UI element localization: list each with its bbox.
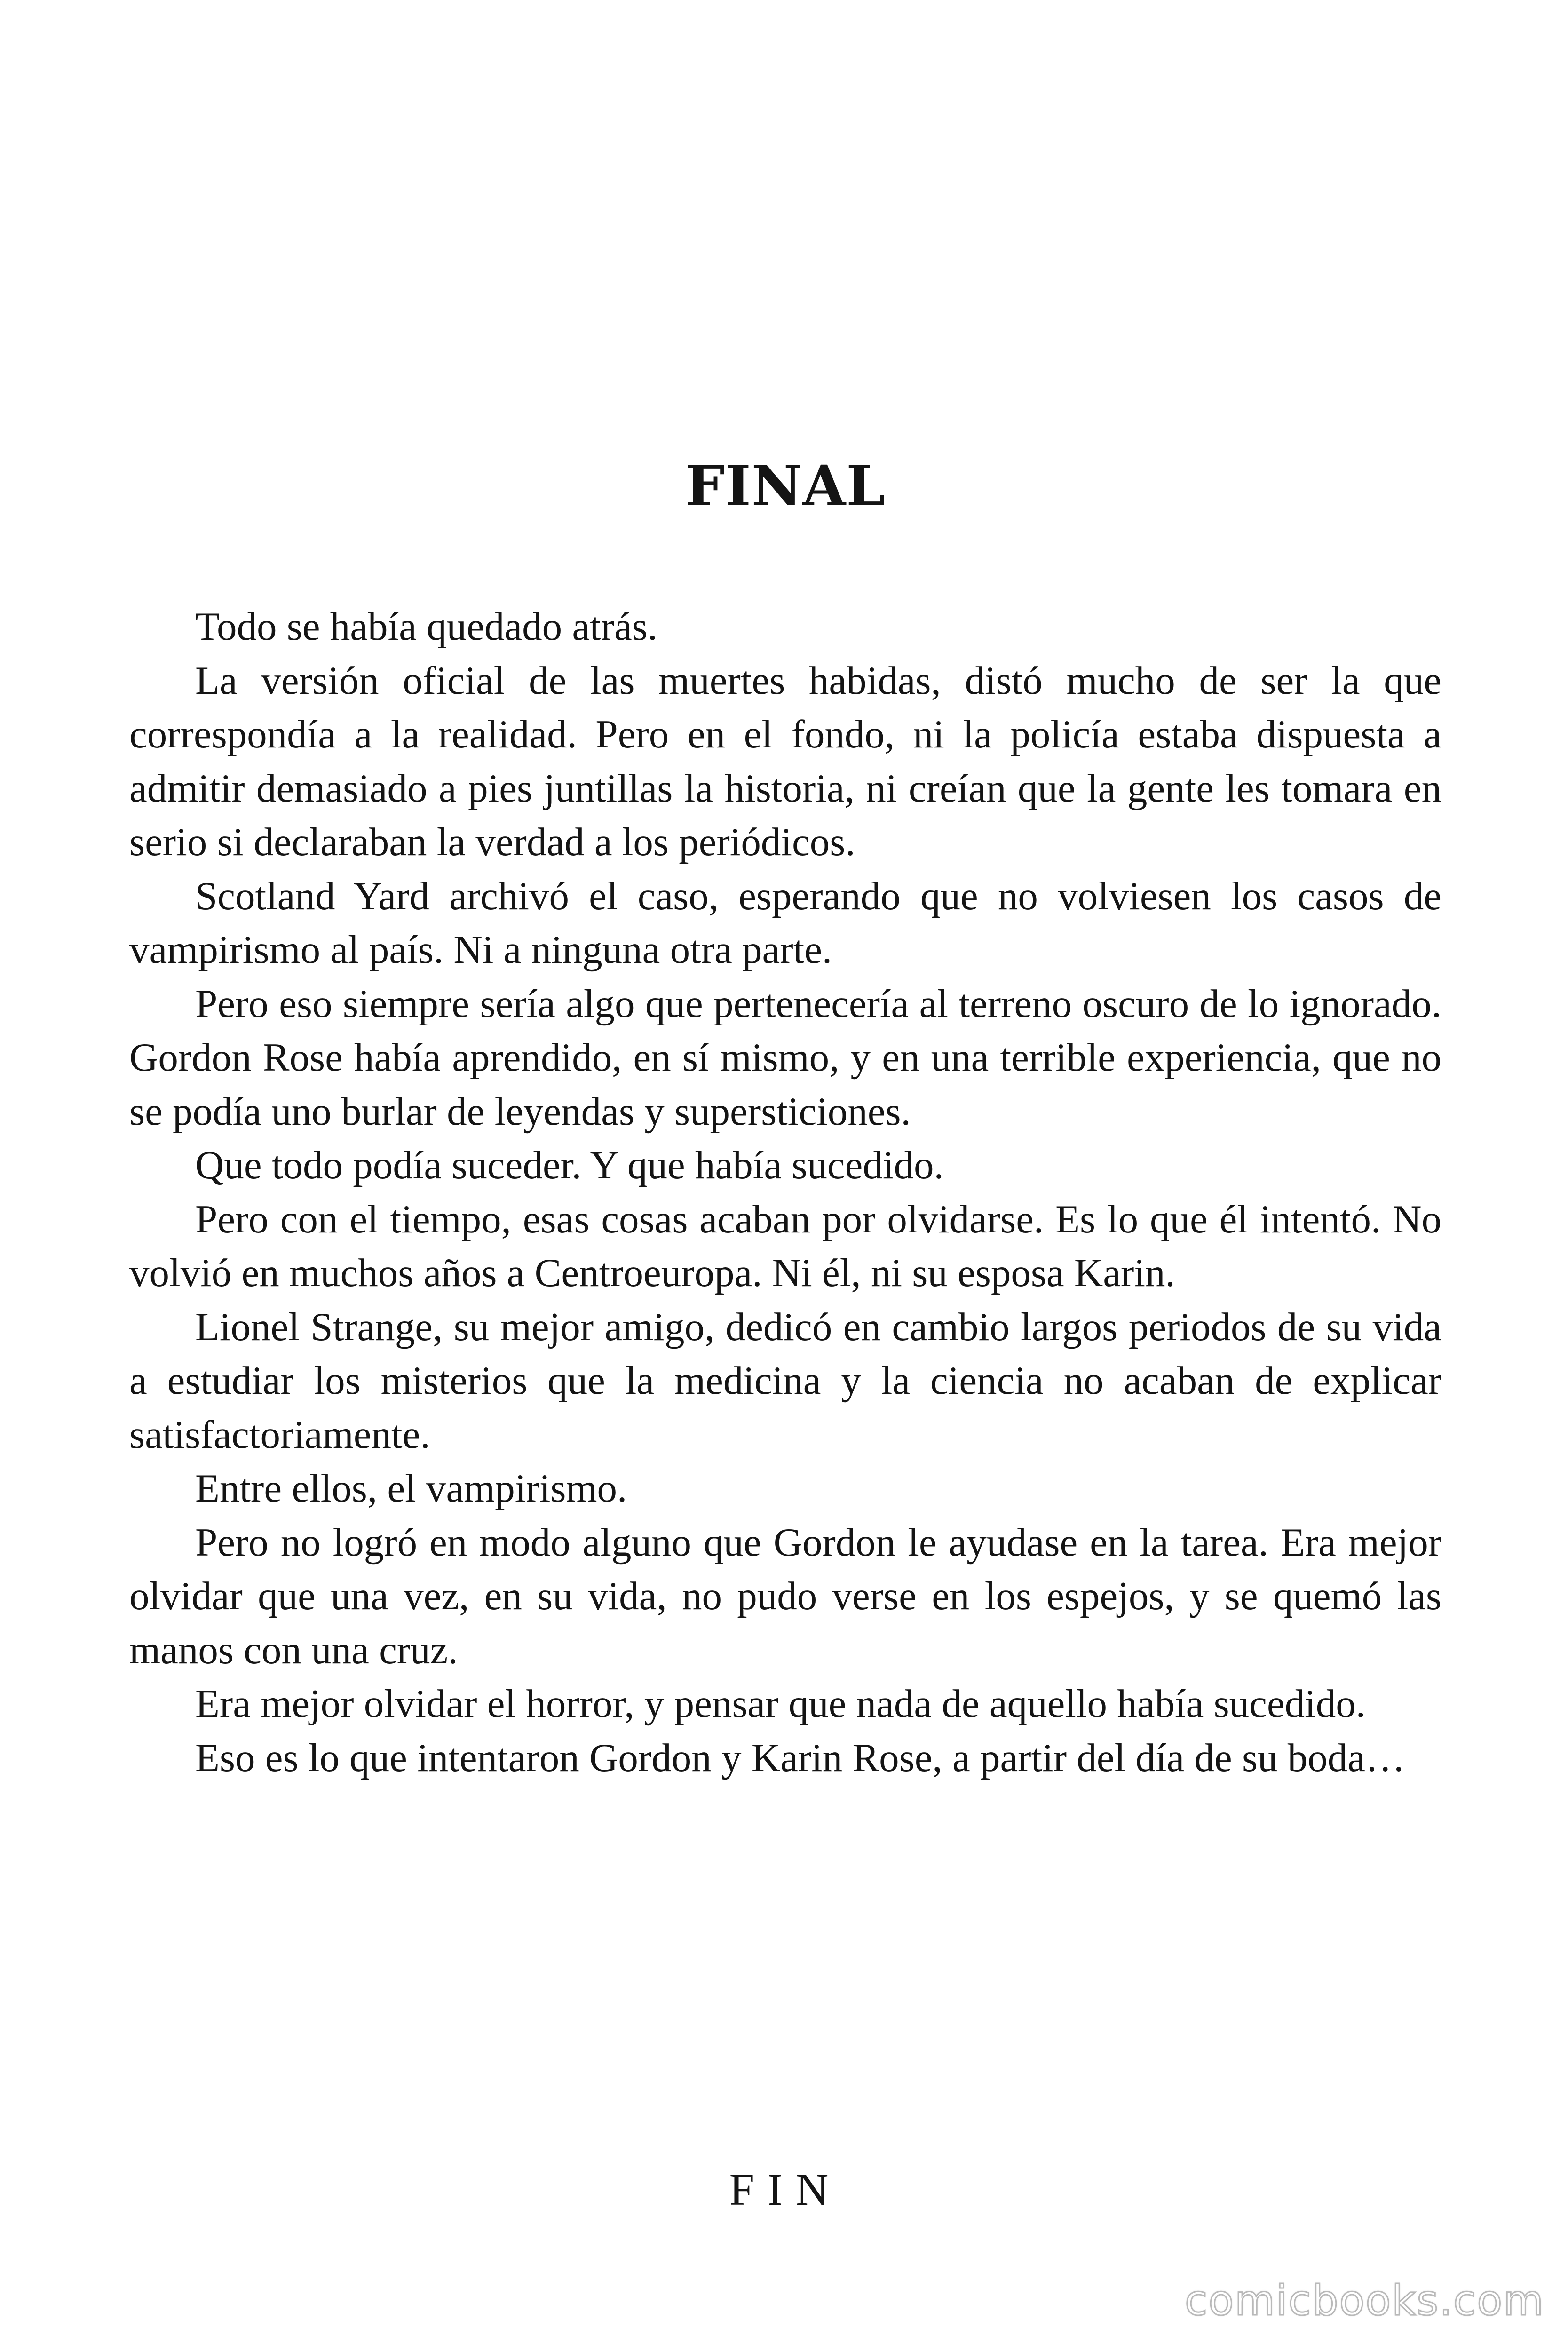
paragraph: Que todo podía suceder. Y que había sucedido. (195, 1143, 944, 1187)
paragraph: Pero no logró en modo alguno que Gordon le ayudase en la tarea. Era mejor olvidar que una vez, en su vida, no pudo verse en los espejos, y se quemó las manos con una cruz. (129, 1520, 1441, 1672)
paragraph: Entre ellos, el vampirismo. (195, 1466, 627, 1510)
paragraph: Lionel Strange, su mejor amigo, dedicó en cambio largos periodos de su vida a estudiar los misterios que la medicina y la ciencia no acaban de explicar satisfactoriamente. (129, 1304, 1441, 1457)
chapter-title: FINAL (685, 453, 886, 518)
watermark: comicbooks.com (1184, 2276, 1544, 2325)
paragraph: Era mejor olvidar el horror, y pensar que nada de aquello había sucedido. (195, 1682, 1366, 1726)
chapter-body (129, 600, 1441, 1785)
paragraph: Scotland Yard archivó el caso, esperando que no volviesen los casos de vampirismo al país. Ni a ninguna otra parte. (129, 874, 1441, 972)
paragraph: Eso es lo que intentaron Gordon y Karin Rose, a partir del día de su boda… (195, 1735, 1405, 1780)
paragraph: Pero con el tiempo, esas cosas acaban por olvidarse. Es lo que él intentó. No volvió en muchos años a Centroeuropa. Ni él, ni su esposa Karin. (129, 1197, 1441, 1295)
book-page (129, 0, 1441, 2352)
end-mark: FIN (729, 2164, 842, 2215)
paragraph: La versión oficial de las muertes habidas, distó mucho de ser la que correspondía a la realidad. Pero en el fondo, ni la policía estaba dispuesta a admitir demasiado a pies juntillas la historia, ni creían que la gente les tomara en serio si declaraban la verdad a los periódicos. (129, 658, 1441, 864)
paragraph: Todo se había quedado atrás. (195, 604, 658, 649)
paragraph: Pero eso siempre sería algo que pertenecería al terreno oscuro de lo ignorado. Gordon Rose había aprendido, en sí mismo, y en una terrible experiencia, que no se podía uno burlar de leyendas y supersticiones. (129, 981, 1441, 1134)
